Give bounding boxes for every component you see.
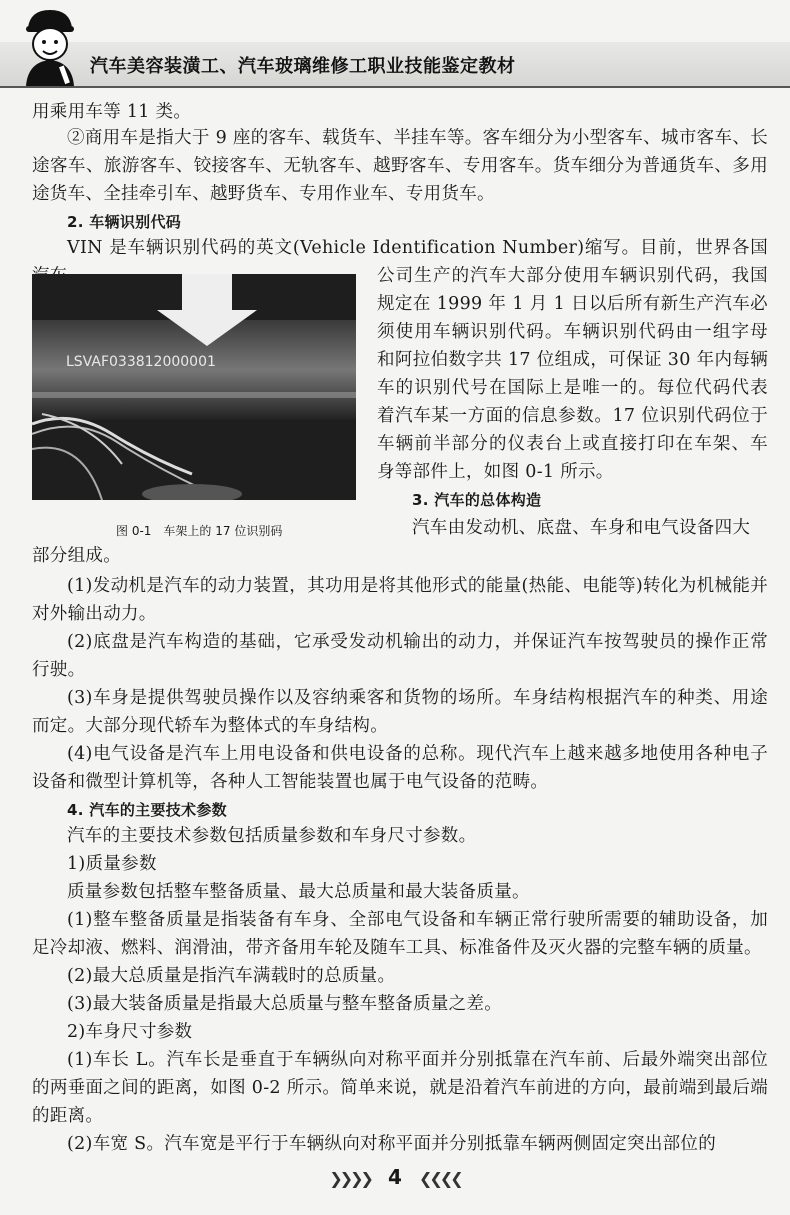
paragraph: 质量参数包括整车整备质量、最大总质量和最大装备质量。 xyxy=(67,882,530,902)
paragraph: (2)底盘是汽车构造的基础，它承受发动机输出的动力，并保证汽车按驾驶员的操作正常行驶。 xyxy=(32,632,768,680)
paragraph: VIN 是车辆识别代码的英文(Vehicle Identification Number)缩写。目前，世界各国 xyxy=(67,238,768,258)
paragraph: 公司生产的汽车大部分使用车辆识别代码，我国规定在 1999 年 1 月 1 日以后所有新生产汽车必须使用车辆识别代码。车辆识别代码由一组字母和阿拉伯数字共 17 位组成，可保证 30 年内每辆车的识别代号在国际上是唯一的。每位代码代表着汽车某一方面的信息参数。17 位识别代码位于车辆前半部分的仪表台上或直接打印在车架、车身等部件上，如图 0-1 所示。 xyxy=(377,266,768,482)
vin-number: LSVAF033812000001 xyxy=(66,354,216,370)
figure-caption: 图 0-1 车架上的 17 位识别码 xyxy=(116,524,283,538)
page-header xyxy=(0,0,790,96)
paragraph: (3)最大装备质量是指最大总质量与整车整备质量之差。 xyxy=(67,994,503,1014)
paragraph: (3)车身是提供驾驶员操作以及容纳乘客和货物的场所。车身结构根据汽车的种类、用途而定。大部分现代轿车为整体式的车身结构。 xyxy=(32,688,768,736)
paragraph: ②商用车是指大于 9 座的客车、载货车、半挂车等。客车细分为小型客车、城市客车、长途客车、旅游客车、铰接客车、无轨客车、越野客车、专用客车。货车细分为普通货车、多用途货车、全挂牵引车、越野货车、专用作业车、专用货车。 xyxy=(32,128,768,204)
section-heading: 3. 汽车的总体构造 xyxy=(412,491,542,509)
vin-photo xyxy=(32,274,356,500)
page-footer xyxy=(0,1165,790,1189)
paragraph: (2)车宽 S。汽车宽是平行于车辆纵向对称平面并分别抵靠车辆两侧固定突出部位的 xyxy=(67,1134,717,1154)
header-title: 汽车美容装潢工、汽车玻璃维修工职业技能鉴定教材 xyxy=(90,56,516,77)
paragraph: (1)车长 L。汽车长是垂直于车辆纵向对称平面并分别抵靠在汽车前、后最外端突出部位的两垂面之间的距离，如图 0-2 所示。简单来说，就是沿着汽车前进的方向，最前端到最后端的距离。 xyxy=(32,1050,768,1126)
mechanic-mascot-icon xyxy=(18,6,82,86)
paragraph: (4)电气设备是汽车上用电设备和供电设备的总称。现代汽车上越来越多地使用各种电子设备和微型计算机等，各种人工智能装置也属于电气设备的范畴。 xyxy=(32,744,768,792)
paragraph: 2)车身尺寸参数 xyxy=(67,1022,193,1042)
paragraph: (1)整车整备质量是指装备有车身、全部电气设备和车辆正常行驶所需要的辅助设备，加足冷却液、燃料、润滑油，带齐备用车轮及随车工具、标准备件及灭火器的完整车辆的质量。 xyxy=(32,910,768,958)
chevrons-right-icon: ❯❯❯❯ xyxy=(329,1169,371,1188)
paragraph: 1)质量参数 xyxy=(67,854,157,874)
section-heading: 4. 汽车的主要技术参数 xyxy=(67,801,227,819)
paragraph: (2)最大总质量是指汽车满载时的总质量。 xyxy=(67,966,396,986)
section-heading: 2. 车辆识别代码 xyxy=(67,213,182,231)
paragraph: 部分组成。 xyxy=(32,546,121,566)
chevrons-left-icon: ❮❮❮❮ xyxy=(419,1169,461,1188)
paragraph: 汽车的主要技术参数包括质量参数和车身尺寸参数。 xyxy=(67,826,477,846)
paragraph: 汽车由发动机、底盘、车身和电气设备四大 xyxy=(412,518,751,538)
paragraph: 用乘用车等 11 类。 xyxy=(32,102,192,122)
page-number: 4 xyxy=(388,1165,402,1189)
vin-photo-image xyxy=(32,274,356,500)
paragraph: (1)发动机是汽车的动力装置，其功用是将其他形式的能量(热能、电能等)转化为机械能并对外输出动力。 xyxy=(32,576,768,624)
